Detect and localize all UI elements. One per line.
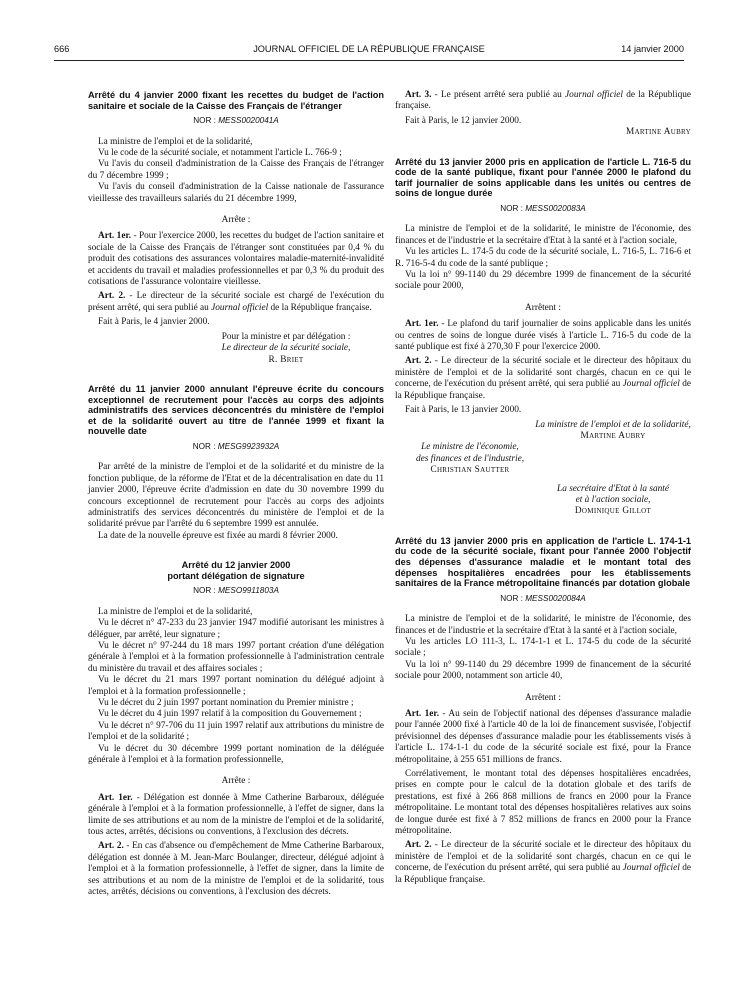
arrete-heading: Arrête : [221,776,251,787]
arrete-heading: Arrête : [221,215,251,226]
decree-delegation-signature [88,560,384,898]
paragraph: Vu le décret du 4 juin 1997 relatif à la composition du Gouvernement ; [98,709,362,720]
paragraph: Vu l'avis du conseil d'administration de la Caisse nationale de l'assurance vieillesse des travailleurs salariés du 21 décembre 1999, [88,182,384,204]
article-2: Art. 2. - En cas d'absence ou d'empêchement de Mme Catherine Barbaroux, délégation est donnée à M. Jean-Marc Boulanger, directeur, délégué adjoint à l'emploi et à la formation professionnelle, à l'effet de signer, dans la limite de ses attributions et au nom de la ministre de l'emploi et de la solidarité, tous actes, arrêtés, décisions ou conventions, à l'exclusion des décrets. [88,841,384,898]
nor-reference: NOR : MESS0020083A [500,204,586,213]
signature-role: Le directeur de la sécurité sociale, [221,343,351,354]
paragraph: Vu le décret du 2 juin 1997 portant nomination du Premier ministre ; [98,697,354,708]
nor-reference: NOR : MESS0020084A [500,593,586,603]
paragraph: La ministre de l'emploi et de la solidarité, le ministre de l'économie, des finances et de l'industrie et la secrétaire d'Etat à la santé et à l'action sociale, [395,614,691,636]
paragraph: Vu la loi n° 99-1140 du 29 décembre 1999 de financement de la sécurité sociale pour 2000, [395,270,691,292]
decree-delegation-end [395,90,691,139]
signature-role: et à l'action sociale, [575,494,651,505]
signing-place-date: Fait à Paris, le 12 janvier 2000. [405,115,522,126]
signing-place-date: Fait à Paris, le 13 janvier 2000. [405,405,522,416]
article-1: Art. 1er. - Le plafond du tarif journalier de soins applicable dans les unités ou centres de soins de longue durée visés à l'article L. 716-5 du code de la santé publique est fixé à 270,30 F pour l'exercice 2000. [395,319,691,353]
paragraph: Corrélativement, le montant total des dépenses hospitalières encadrées, prises en compte pour le calcul de la dotation globale et des tarifs de prestations, est fixé à 266 868 millions de francs en 2000 pour la France métropolitaine. Le montant total des dépenses hospitalières relatives aux soins de longue durée est fixé à 7 852 millions de francs en 2000 pour la France métropolitaine. [395,769,691,837]
nor-reference: NOR : MESS0020041A [193,116,279,126]
decree-title: Arrêté du 4 janvier 2000 fixant les recettes du budget de l'action sanitaire et sociale de la Caisse des Français de l'étranger [88,90,384,111]
arrete-heading: Arrêtent : [525,302,561,313]
header-rule [54,60,684,61]
page-number: 666 [54,44,70,54]
paragraph: Vu le décret n° 97-706 du 11 juin 1997 relatif aux attributions du ministre de l'emploi et de la solidarité ; [88,720,384,743]
paragraph: Vu le décret n° 97-244 du 18 mars 1997 portant création d'une délégation générale à l'emploi et à la formation professionnelle à l'administration centrale du ministère du travail et des affaires sociales ; [88,640,384,674]
article-1: Art. 1er. - Délégation est donnée à Mme Catherine Barbaroux, déléguée générale à l'emploi et à la formation professionnelle, à l'effet de signer, dans la limite de ses attributions et au nom de la ministre de l'emploi et de la solidarité, tous actes, arrêtés, décisions ou conventions, à l'exclusion des décrets. [88,792,384,838]
page-header [54,44,684,58]
signature-role: La secrétaire d'Etat à la santé [557,483,669,494]
decree-subtitle: portant délégation de signature [167,570,305,581]
paragraph: La ministre de l'emploi et de la solidarité, le ministre de l'économie, des finances et de l'industrie et la secrétaire d'Etat à la santé et à l'action sociale, [395,224,691,246]
article-2: Art. 2. - Le directeur de la sécurité sociale est chargé de l'exécution du présent arrêté, qui sera publié au Journal officiel de la République française. [88,291,384,313]
arrete-heading: Arrêtent : [525,692,561,703]
paragraph: Vu l'avis du conseil d'administration de la Caisse des Français de l'étranger du 7 décembre 1999 ; [88,159,384,181]
signatory-name: Christian Sautter [430,465,510,476]
article-1: Art. 1er. - Pour l'exercice 2000, les recettes du budget de l'action sanitaire et sociale de la Caisse des Français de l'étranger sont constituées par 0,4 % du produit des cotisations des assurances volontaires maladie-maternité-invalidité et accidents du travail et maladies professionnelles et par 0,3 % du produit des cotisations de l'assurance volontaire vieillesse. [88,231,384,288]
decree-title: Arrêté du 12 janvier 2000 [181,560,291,571]
decree-title: Arrêté du 13 janvier 2000 pris en application de l'article L. 716-5 du code de la santé publique, fixant pour l'année 2000 le plafond du tarif journalier de soins applicable dans les unités ou centres de soins de longue durée [395,156,691,199]
decree-title: Arrêté du 13 janvier 2000 pris en application de l'article L. 174-1-1 du code de la sécurité sociale, fixant pour l'année 2000 l'objectif des dépenses d'assurance maladie et le montant total des dépenses hospitalières encadrées pour les établissements sanitaires de la France métropolitaine financés par dotation globale [395,535,691,589]
journal-title: JOURNAL OFFICIEL DE LA RÉPUBLIQUE FRANÇAISE [253,44,485,54]
paragraph: La date de la nouvelle épreuve est fixée au mardi 8 février 2000. [98,530,338,541]
signatory-name: R. Briet [268,354,304,365]
decree-title: Arrêté du 11 janvier 2000 annulant l'épreuve écrite du concours exceptionnel de recrutement pour l'accès au corps des adjoints administratifs des services déconcentrés du ministère de l'emploi et de la solidarité ouvert au titre de l'année 1999 et fixant la nouvelle date [88,383,384,437]
paragraph: La ministre de l'emploi et de la solidarité, [98,606,253,617]
article-3: Art. 3. - Le présent arrêté sera publié au Journal officiel de la République française. [395,90,691,112]
paragraph: Vu les articles LO 111-3, L. 174-1-1 et L. 174-5 du code de la sécurité sociale ; [395,636,691,659]
signing-place-date: Fait à Paris, le 4 janvier 2000. [98,317,210,328]
decree-annulation-epreuve [88,384,384,542]
article-2: Art. 2. - Le directeur de la sécurité sociale et le directeur des hôpitaux du ministère de l'emploi et de la solidarité sont chargés, chacun en ce qui le concerne, de l'exécution du présent arrêté, qui sera publié au Journal officiel de la République française. [395,840,691,885]
article-2: Art. 2. - Le directeur de la sécurité sociale et le directeur des hôpitaux du ministère de l'emploi et de la solidarité sont chargés, chacun en ce qui le concerne, de l'exécution du présent arrêté, qui sera publié au Journal officiel de la République française. [395,356,691,401]
paragraph: Vu le décret n° 47-233 du 23 janvier 1947 modifié autorisant les ministres à déléguer, par arrêté, leur signature ; [88,618,384,640]
signatory-name: Martine Aubry [626,127,691,138]
paragraph: Vu le code de la sécurité sociale, et notamment l'article L. 766-9 ; [98,148,342,158]
decree-budget-caisse [88,90,384,366]
paragraph: La ministre de l'emploi et de la solidarité, [98,136,253,147]
nor-reference: NOR : MESO9911803A [193,586,279,596]
nor-reference: NOR : MESG9923932A [192,441,280,451]
signatory-name: Martine Aubry [580,430,646,441]
signature-role: des finances et de l'industrie, [415,453,525,464]
article-1: Art. 1er. - Au sein de l'objectif national des dépenses d'assurance maladie pour l'année 2000 fixé à l'article 40 de la loi de financement susvisée, l'objectif prévisionnel des dépenses d'assurance maladie pour les établissements visés à l'article L. 174-1-1 du code de la sécurité sociale est fixé, pour la France métropolitaine, à 255 651 millions de francs. [395,708,692,765]
paragraph: Vu le décret du 21 mars 1997 portant nomination du délégué adjoint à l'emploi et à la formation professionnelle ; [88,675,384,697]
paragraph: Vu les articles L. 174-5 du code de la sécurité sociale, L. 716-5, L. 716-6 et R. 716-5-4 du code de la santé publique ; [395,247,691,269]
paragraph: Par arrêté de la ministre de l'emploi et de la solidarité et du ministre de la fonction publique, de la réforme de l'Etat et de la décentralisation en date du 11 janvier 2000, l'épreuve écrite d'admission en date du 30 novembre 1999 du concours exceptionnel de recrutement pour l'accès au corps des adjoints administratifs des services déconcentrés du ministère de l'emploi et de la solidarité prévue par l'arrêté du 6 septembre 1999 est annulée. [88,462,384,530]
signature-role: La ministre de l'emploi et de la solidarité, [535,419,691,430]
left-column [88,90,384,898]
right-column [395,90,691,886]
signature-role: Le ministre de l'économie, [421,442,519,453]
decree-objectif-depenses [395,536,691,886]
paragraph: Vu la loi n° 99-1140 du 29 décembre 1999 de financement de la sécurité sociale pour 2000, notamment son article 40, [395,659,691,682]
signatory-name: Dominique Gillot [574,506,652,517]
paragraph: Vu le décret du 30 décembre 1999 portant nomination de la déléguée générale à l'emploi et à la formation professionnelle, [88,743,384,765]
signature-line: Pour la ministre et par délégation : [221,331,351,342]
decree-plafond-tarif [395,157,691,518]
issue-date: 14 janvier 2000 [621,44,684,54]
